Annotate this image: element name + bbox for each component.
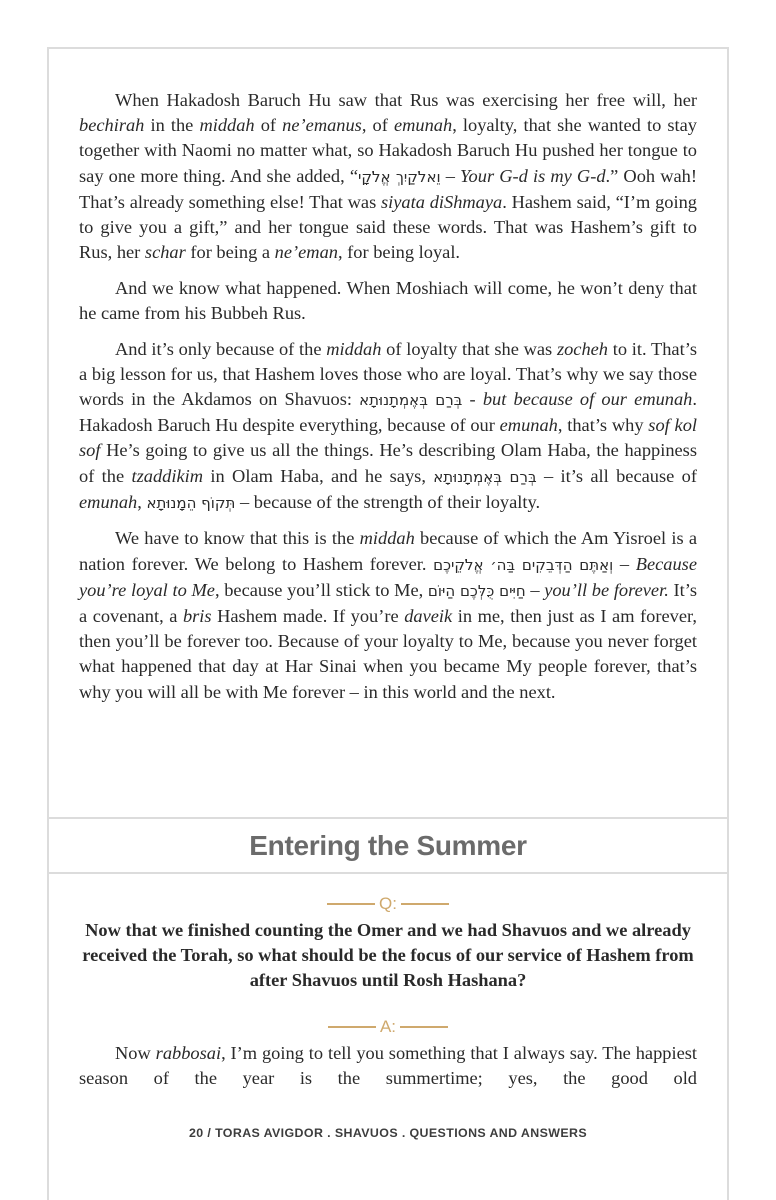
divider-rule — [401, 903, 449, 905]
answer-marker: A: — [379, 1017, 397, 1036]
hebrew-quote: בְּרַם בְּאֶמְתָנוּתָא — [359, 391, 463, 410]
italic-term: Because you’re loyal to Me — [79, 553, 697, 600]
answer-body — [79, 1041, 697, 1102]
italic-term: you’ll be forever. — [544, 579, 669, 600]
question-marker: Q: — [379, 894, 397, 913]
page-footer: 20 / TORAS AVIGDOR . SHAVUOS . QUESTIONS AND ANSWERS — [188, 1126, 588, 1140]
italic-term: bris — [182, 606, 212, 627]
italic-term: daveik — [404, 606, 453, 627]
italic-term: middah — [199, 115, 255, 136]
hebrew-quote: תְּקוֹף הֵמָנוּתָא — [146, 493, 236, 512]
italic-term: emunah — [79, 491, 138, 512]
italic-term: but because of our emunah — [482, 389, 693, 410]
section-title: Entering the Summer — [249, 829, 527, 861]
question-label — [0, 894, 776, 914]
divider-rule — [327, 903, 375, 905]
italic-term: zocheh — [556, 338, 609, 359]
paragraph: We have to know that this is the middah because of which the Am Yisroel is a nation forever. We belong to Hashem forever. וְאַתֶּם הַדְּבֵקִים בַּה׳ אֱלֹקֵיכֶם – Because you’re loyal to Me, because you’ll stick to Me, חַיִּים כֻּלְּכֶם הַיּוֹם – you’ll be forever. It’s a covenant, a bris Hashem made. If you’re daveik in me, then just as I am forever, then you’ll be forever too. Because of your loyalty to Me, because you never forget what happened that day at Har Sinai when you became My people forever, that’s why you will all be with Me forever – in this world and the next. — [79, 528, 697, 702]
hebrew-quote: וֵאלֹקַיִךְ אֱלֹקָי — [358, 167, 441, 186]
italic-term: schar — [144, 242, 186, 263]
paragraph: And we know what happened. When Moshiach will come, he won’t deny that he came from his Bubbeh Rus. — [79, 277, 697, 324]
italic-term: middah — [326, 338, 382, 359]
italic-term: emunah — [499, 415, 558, 436]
italic-term: siyata diShmaya — [381, 191, 503, 212]
italic-term: sof kol sof — [79, 415, 697, 461]
answer-paragraph: Now rabbosai, I’m going to tell you something that I always say. The happiest season of the year is the summertime; yes, the good old — [79, 1043, 697, 1089]
answer-label — [0, 1017, 776, 1037]
italic-term: middah — [359, 528, 415, 549]
paragraph: When Hakadosh Baruch Hu saw that Rus was exercising her free will, her bechirah in the middah of ne’emanus, of emunah, loyalty, that she wanted to stay together with Naomi no matter what, so Hakadosh Baruch Hu pushed her tongue to say one more thing. And she added, “וֵאלֹקַיִךְ אֱלֹקָי – Your G-d is my G-d.” Ooh wah! That’s already something else! That was siyata diShmaya. Hashem said, “I’m going to give you a gift,” and her tongue said these words. That was Hashem’s gift to Rus, her schar for being a ne’eman, for being loyal. — [79, 90, 698, 263]
italic-term: ne’eman — [274, 242, 338, 263]
hebrew-quote: וְאַתֶּם הַדְּבֵקִים בַּה׳ אֱלֹקֵיכֶם — [433, 555, 614, 574]
hebrew-quote: חַיִּים כֻּלְּכֶם הַיּוֹם — [427, 581, 526, 600]
italic-term: rabbosai — [155, 1043, 222, 1063]
italic-term: tzaddikim — [131, 465, 204, 486]
section-header — [47, 817, 729, 874]
paragraph: And it’s only because of the middah of loyalty that she was zocheh to it. That’s a big lesson for us, that Hashem loves those who are loyal. That’s why we say those words in the Akdamos on Shavuos: בְּרַם בְּאֶמְתָנוּתָא - but because of our emunah. Hakadosh Baruch Hu despite everything, because of our emunah, that’s why sof kol sof He’s going to give us all the things. He’s describing Olam Haba, the happiness of the tzaddikim in Olam Haba, and he says, בְּרַם בְּאֶמְתָנוּתָא – it’s all because of emunah, תְּקוֹף הֵמָנוּתָא – because of the strength of their loyalty. — [79, 338, 697, 512]
article-body — [79, 88, 697, 715]
question-text: Now that we finished counting the Omer and we had Shavuos and we already received the Torah, so what should be the focus of our service of Hashem from after Shavuos until Rosh Hashana? — [82, 920, 694, 991]
divider-rule — [400, 1026, 448, 1028]
italic-term: Your G-d is my G-d — [460, 165, 606, 186]
hebrew-quote: בְּרַם בְּאֶמְתָנוּתָא — [433, 467, 537, 486]
italic-term: bechirah — [79, 115, 145, 136]
divider-rule — [328, 1026, 376, 1028]
italic-term: ne’emanus — [282, 115, 362, 136]
italic-term: emunah — [393, 115, 453, 136]
